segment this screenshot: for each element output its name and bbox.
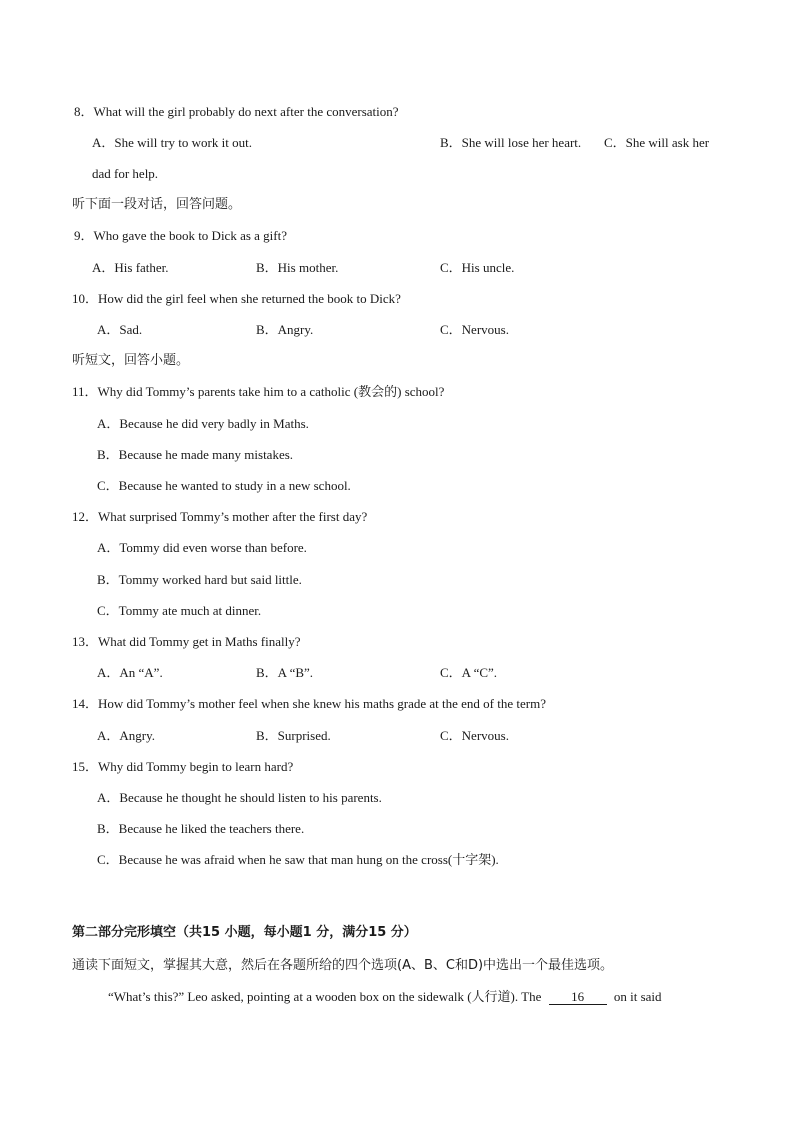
question-9-option-b: B．His mother.	[256, 260, 339, 275]
question-9-option-a: A．His father.	[92, 260, 169, 275]
question-13-option-b: B．A “B”.	[256, 665, 314, 680]
question-10-option-b: B．Angry.	[256, 322, 314, 337]
question-13-option-c: C．A “C”.	[440, 665, 498, 680]
question-10-stem: 10．How did the girl feel when she returned the book to Dick?	[72, 291, 401, 306]
passage-text-start: “What’s this?” Leo asked, pointing at a wooden box on the sidewalk (人行道). The	[108, 989, 542, 1004]
question-11-option-b: B．Because he made many mistakes.	[97, 447, 294, 462]
question-14-option-b: B．Surprised.	[256, 728, 331, 743]
question-14-option-c: C．Nervous.	[440, 728, 509, 743]
question-14-option-a: A．Angry.	[97, 728, 156, 743]
passage-text-end: on it said	[613, 989, 662, 1004]
passage-first-line	[108, 988, 662, 1006]
question-10-option-c: C．Nervous.	[440, 322, 509, 337]
question-12-option-b: B．Tommy worked hard but said little.	[97, 572, 302, 587]
section-instruction-passage: 听短文，回答小题。	[72, 353, 190, 368]
question-11-stem: 11．Why did Tommy’s parents take him to a catholic (教会的) school?	[72, 384, 445, 399]
question-8-option-b: B．She will lose her heart.	[440, 135, 582, 150]
question-11-option-a: A．Because he did very badly in Maths.	[97, 416, 309, 431]
question-8-stem: 8．What will the girl probably do next after the conversation?	[74, 104, 399, 119]
part-two-title: 第二部分完形填空（共15 小题，每小题1 分，满分15 分）	[72, 925, 417, 940]
question-9-stem: 9．Who gave the book to Dick as a gift?	[74, 228, 287, 243]
question-13-stem: 13．What did Tommy get in Maths finally?	[72, 634, 301, 649]
question-15-option-a: A．Because he thought he should listen to his parents.	[97, 790, 382, 805]
question-14-stem: 14．How did Tommy’s mother feel when she knew his maths grade at the end of the term?	[72, 696, 546, 711]
question-15-option-b: B．Because he liked the teachers there.	[97, 821, 305, 836]
question-11-option-c: C．Because he wanted to study in a new school.	[97, 478, 351, 493]
question-12-option-c: C．Tommy ate much at dinner.	[97, 603, 262, 618]
question-12-option-a: A．Tommy did even worse than before.	[97, 540, 307, 555]
question-12-stem: 12．What surprised Tommy’s mother after the first day?	[72, 509, 368, 524]
question-13-option-a: A．An “A”.	[97, 665, 163, 680]
question-8-option-c: C．She will ask her	[604, 135, 710, 150]
question-9-option-c: C．His uncle.	[440, 260, 515, 275]
question-10-option-a: A．Sad.	[97, 322, 143, 337]
part-two-instruction: 通读下面短文，掌握其大意，然后在各题所给的四个选项(A、B、C和D)中选出一个最佳选项。	[72, 958, 614, 973]
question-8-option-c-continued: dad for help.	[92, 166, 159, 181]
section-instruction-dialogue: 听下面一段对话，回答问题。	[72, 197, 242, 212]
question-15-stem: 15．Why did Tommy begin to learn hard?	[72, 759, 294, 774]
question-15-option-c: C．Because he was afraid when he saw that man hung on the cross(十字架).	[97, 852, 499, 867]
question-8-option-a: A．She will try to work it out.	[92, 135, 252, 150]
cloze-blank-16[interactable]: 16	[549, 989, 607, 1005]
